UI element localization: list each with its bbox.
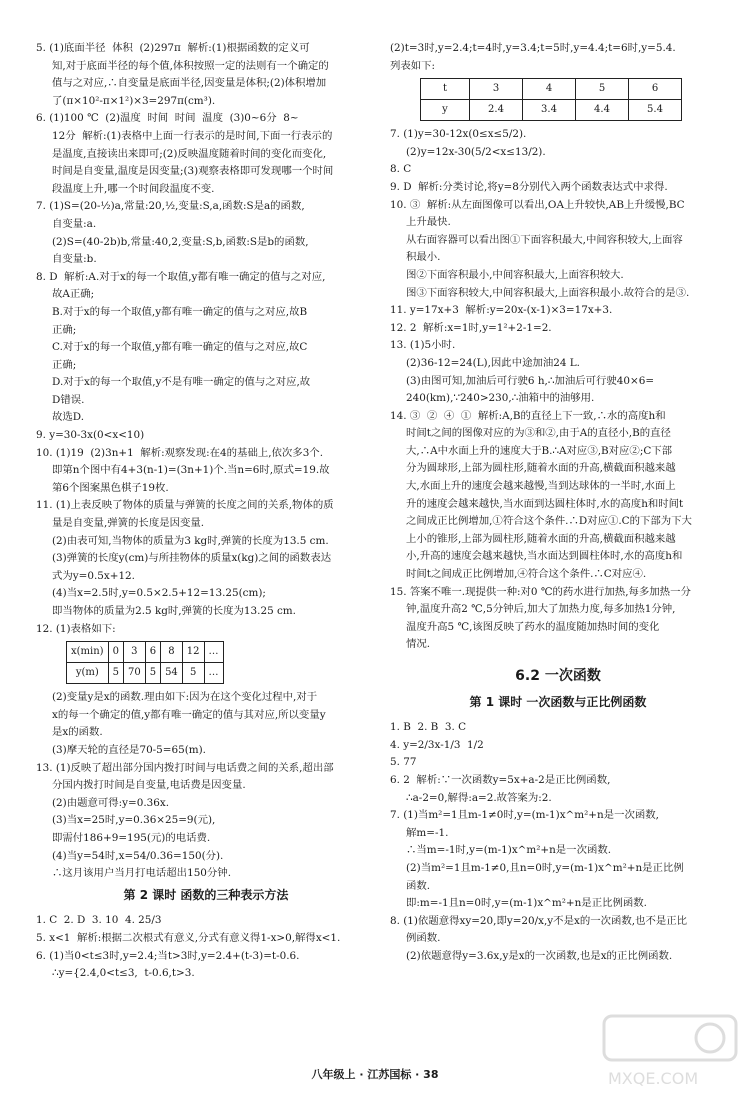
answer-line: B.对于x的每一个取值,y都有唯一确定的值与之对应,故B xyxy=(52,305,308,318)
svg-text:MXQE.COM: MXQE.COM xyxy=(608,1069,699,1088)
answer-line: D错误. xyxy=(52,393,85,406)
answer-line: 时间t之间的图像对应的为③和②,由于A的直径小,B的直径 xyxy=(406,427,671,440)
left-answers-part1 xyxy=(36,40,376,638)
table-row: t 3 4 5 6 xyxy=(421,79,682,100)
answer-line: (2)36-12=24(L),因此中途加油24 L. xyxy=(406,356,580,369)
answer-line: 正确; xyxy=(52,323,77,336)
answer-line: 之间成正比例增加,①符合这个条件.∴D对应①.C的下部为下大 xyxy=(406,515,692,528)
answer-line: 7. (1)当m²=1且m-1≠0时,y=(m-1)x^m²+n是一次函数, xyxy=(390,809,659,822)
answer-line: 5. (1)底面半径 体积 (2)297π 解析:(1)根据函数的定义可 xyxy=(36,42,310,54)
answer-line: 故A正确; xyxy=(52,288,95,301)
answer-line: 大,水面上升的速度会越来越慢,当到达球体的一半时,水面上 xyxy=(406,480,676,493)
answer-line: 正确; xyxy=(52,358,77,371)
answer-line: (3)当x=25时,y=0.36×25=9(元), xyxy=(52,814,216,827)
answer-line: 240(km),∵240>230,∴油箱中的油够用. xyxy=(406,392,595,405)
right-column xyxy=(390,40,726,966)
answer-line: x的每一个确定的值,y都有唯一确定的值与其对应,所以变量y xyxy=(52,708,326,721)
answer-line: ∴这月该用户当月打电话超出150分钟. xyxy=(52,867,231,880)
left-column xyxy=(36,40,376,983)
answer-line: (4)当x=2.5时,y=0.5×2.5+12=13.25(cm); xyxy=(52,587,266,600)
answer-line: 即第n个图中有4+3(n-1)=(3n+1)个.当n=6时,原式=19.故 xyxy=(52,464,330,477)
answer-line: (3)弹簧的长度y(cm)与所挂物体的质量x(kg)之间的函数表达 xyxy=(52,552,332,565)
answer-line: 12. 2 解析:x=1时,y=1²+2-1=2. xyxy=(390,321,552,334)
answer-line: (2)y=12x-30(5/2<x≤13/2). xyxy=(406,145,546,158)
answer-line: 例函数. xyxy=(406,932,441,945)
answer-line: 5. x<1 解析:根据二次根式有意义,分式有意义得1-x>0,解得x<1. xyxy=(36,931,341,944)
answer-line: 7. (1)S=(20-½)a,常量:20,½,变量:S,a,函数:S是a的函数, xyxy=(36,200,305,213)
answer-line: 6. 2 解析:∵一次函数y=5x+a-2是正比例函数, xyxy=(390,773,611,786)
answer-line: 6. (1)当0<t≤3时,y=2.4;当t>3时,y=2.4+(t-3)=t-0.6. xyxy=(36,949,300,962)
answer-line: 情况. xyxy=(406,638,431,651)
answer-line: 列表如下: xyxy=(390,59,436,72)
answer-line: 钟,温度升高2 ℃,5分钟后,加大了加热力度,每多加热1分钟, xyxy=(406,603,676,616)
answer-line: 量是自变量,弹簧的长度是因变量. xyxy=(52,517,205,530)
answer-line: 故选D. xyxy=(52,411,85,424)
answer-line: 段温度上升,哪一个时间段温度不变. xyxy=(52,182,215,195)
answer-line: (4)当y=54时,x=54/0.36=150(分). xyxy=(52,849,224,862)
answer-line: 9. y=30-3x(0<x<10) xyxy=(36,429,145,442)
answer-line: D.对于x的每一个取值,y不是有唯一确定的值与之对应,故 xyxy=(52,376,311,389)
answer-line: 1. B 2. B 3. C xyxy=(390,721,467,734)
answer-line: 即当物体的质量为2.5 kg时,弹簧的长度为13.25 cm. xyxy=(52,605,296,617)
answer-line: (2)t=3时,y=2.4;t=4时,y=3.4;t=5时,y=4.4;t=6时,y=5.4. xyxy=(390,42,676,54)
right-answers-part2 xyxy=(390,126,726,654)
answer-line: 是x的函数. xyxy=(52,726,103,739)
answer-line: 10. ③ 解析:从左面图像可以看出,OA上升较快,AB上升缓慢,BC xyxy=(390,198,685,211)
answer-line: 8. D 解析:A.对于x的每一个取值,y都有唯一确定的值与之对应, xyxy=(36,270,326,283)
answer-line: 时间是自变量,温度是因变量;(3)观察表格即可发现哪一个时间 xyxy=(52,165,334,178)
answer-line: 13. (1)反映了超出部分国内拨打时间与电话费之间的关系,超出部 xyxy=(36,761,334,774)
answer-line: 11. (1)上表反映了物体的质量与弹簧的长度之间的关系,物体的质 xyxy=(36,499,334,512)
answer-line: 图②下面容积最小,中间容积最大,上面容积较大. xyxy=(406,268,624,281)
answer-line: 上小的锥形,上部为圆柱形,随着水面的升高,横截面积越来越 xyxy=(406,532,676,545)
answer-line: 5. 77 xyxy=(390,756,417,769)
answer-line: 自变量:a. xyxy=(52,217,97,230)
answer-line: ∴当m=-1时,y=(m-1)x^m²+n是一次函数. xyxy=(406,844,612,857)
left-answers-part2 xyxy=(36,689,376,883)
table-row: x(min) 0 3 6 8 12 … xyxy=(67,642,224,663)
answer-line: 自变量:b. xyxy=(52,253,97,266)
table-row: y 2.4 3.4 4.4 5.4 xyxy=(421,100,682,121)
answer-line: 知,对于底面半径的每个值,体积按照一定的法则有一个确定的 xyxy=(52,59,329,72)
answer-line: 1. C 2. D 3. 10 4. 25/3 xyxy=(36,914,162,927)
answer-line: 小,升高的速度会越来越快,当水面达到圆柱体时,水的高度h和 xyxy=(406,550,683,563)
table-row: y(m) 5 70 5 54 5 … xyxy=(67,663,224,684)
right-answers-part3 xyxy=(390,719,726,965)
answer-line: 值与之对应,∴自变量是底面半径,因变量是体积;(2)体积增加 xyxy=(52,77,327,90)
answer-line: (2)S=(40-2b)b,常量:40,2,变量:S,b,函数:S是b的函数, xyxy=(52,235,309,248)
answer-line: 13. (1)5小时. xyxy=(390,339,456,352)
answer-line: (2)变量y是x的函数.理由如下:因为在这个变化过程中,对于 xyxy=(52,691,318,704)
answer-line: 14. ③ ② ④ ① 解析:A,B的直径上下一致,∴水的高度h和 xyxy=(390,409,666,422)
answer-line: 函数. xyxy=(406,879,431,892)
answer-line: 12分 解析:(1)表格中上面一行表示的是时间,下面一行表示的 xyxy=(52,129,333,142)
right-answers-part1 xyxy=(390,40,726,75)
answer-line: 大,∴A中水面上升的速度大于B.∴A对应③,B对应②;C下部 xyxy=(406,444,673,457)
watermark-logo xyxy=(600,1010,740,1090)
answer-line: (3)摩天轮的直径是70-5=65(m). xyxy=(52,743,206,756)
answer-line: 从右面容器可以看出图①下面容积最大,中间容积较大,上面容 xyxy=(406,233,683,246)
section-title: 6.2 一次函数 xyxy=(515,668,601,684)
t-y-table xyxy=(420,78,682,121)
answer-line: (3)由图可知,加油后可行驶6 h,∴加油后可行驶40×6= xyxy=(406,374,655,387)
answer-line: 图③下面容积较大,中间容积最大,上面容积最小.故符合的是③. xyxy=(406,286,690,299)
answer-line: 分国内拨打时间是自变量,电话费是因变量. xyxy=(52,779,246,792)
answer-line: 分为圆球形,上部为圆柱形,随着水面的升高,横截面积越来越 xyxy=(406,462,676,475)
answer-line: 10. (1)19 (2)3n+1 解析:观察发现:在4的基础上,依次多3个. xyxy=(36,446,324,459)
answer-line: 时间t之间成正比例增加,④符合这个条件.∴C对应④. xyxy=(406,568,647,581)
answer-line: 4. y=2/3x-1/3 1/2 xyxy=(390,738,484,751)
page-footer: 八年级上 · 江苏国标 · 38 xyxy=(311,1068,439,1081)
ferris-wheel-table xyxy=(66,641,224,684)
answer-line: 温度升高5 ℃,该图反映了药水的温度随加热时间的变化 xyxy=(406,620,660,633)
lesson-2-title: 第 2 课时 函数的三种表示方法 xyxy=(123,887,289,902)
answer-line: 即需付186+9=195(元)的电话费. xyxy=(52,831,211,844)
answer-line: 6. (1)100 ℃ (2)温度 时间 时间 温度 (3)0~6分 8~ xyxy=(36,112,299,125)
answer-line: 上升最快. xyxy=(406,216,451,229)
answer-line: (2)由表可知,当物体的质量为3 kg时,弹簧的长度为13.5 cm. xyxy=(52,534,329,547)
answer-line: ∴a-2=0,解得:a=2.故答案为:2. xyxy=(406,791,552,804)
answer-line: 8. C xyxy=(390,163,412,176)
lesson-1-title: 第 1 课时 一次函数与正比例函数 xyxy=(469,694,647,709)
answer-line: (2)由题意可得:y=0.36x. xyxy=(52,796,170,809)
answer-line: 了(π×10²-π×1²)×3=297π(cm³). xyxy=(52,94,216,107)
answer-line: 式为y=0.5x+12. xyxy=(52,569,135,582)
answer-line: 11. y=17x+3 解析:y=20x-(x-1)×3=17x+3. xyxy=(390,304,613,317)
answer-line: (2)依题意得y=3.6x,y是x的一次函数,也是x的正比例函数. xyxy=(406,949,673,962)
answer-line: 解m=-1. xyxy=(406,826,449,839)
answer-line: 第6个图案黑色棋子19枚. xyxy=(52,481,169,494)
answer-line: 即:m=-1且n=0时,y=(m-1)x^m²+n是正比例函数. xyxy=(406,897,647,910)
answer-line: 升的速度会越来越快,当水面到达圆柱体时,水的高度h和时间t xyxy=(406,497,684,510)
answer-line: 15. 答案不唯一.现提供一种:对0 ℃的药水进行加热,每多加热一分 xyxy=(390,585,691,598)
answer-line: C.对于x的每一个取值,y都有唯一确定的值与之对应,故C xyxy=(52,341,308,354)
answer-line: 积最小. xyxy=(406,251,441,264)
left-answers-part3 xyxy=(36,912,376,982)
answer-line: 9. D 解析:分类讨论,将y=8分别代入两个函数表达式中求得. xyxy=(390,180,668,193)
answer-line: 是温度,直接读出来即可;(2)反映温度随着时间的变化而变化, xyxy=(52,147,327,160)
answer-line: ∴y={2.4,0<t≤3, t-0.6,t>3. xyxy=(52,967,195,980)
answer-line: 12. (1)表格如下: xyxy=(36,622,116,635)
answer-line: 8. (1)依题意得xy=20,即y=20/x,y不是x的一次函数,也不是正比 xyxy=(390,914,688,927)
answer-line: (2)当m²=1且m-1≠0,且n=0时,y=(m-1)x^m²+n是正比例 xyxy=(406,861,684,874)
answer-line: 7. (1)y=30-12x(0≤x≤5/2). xyxy=(390,128,527,141)
